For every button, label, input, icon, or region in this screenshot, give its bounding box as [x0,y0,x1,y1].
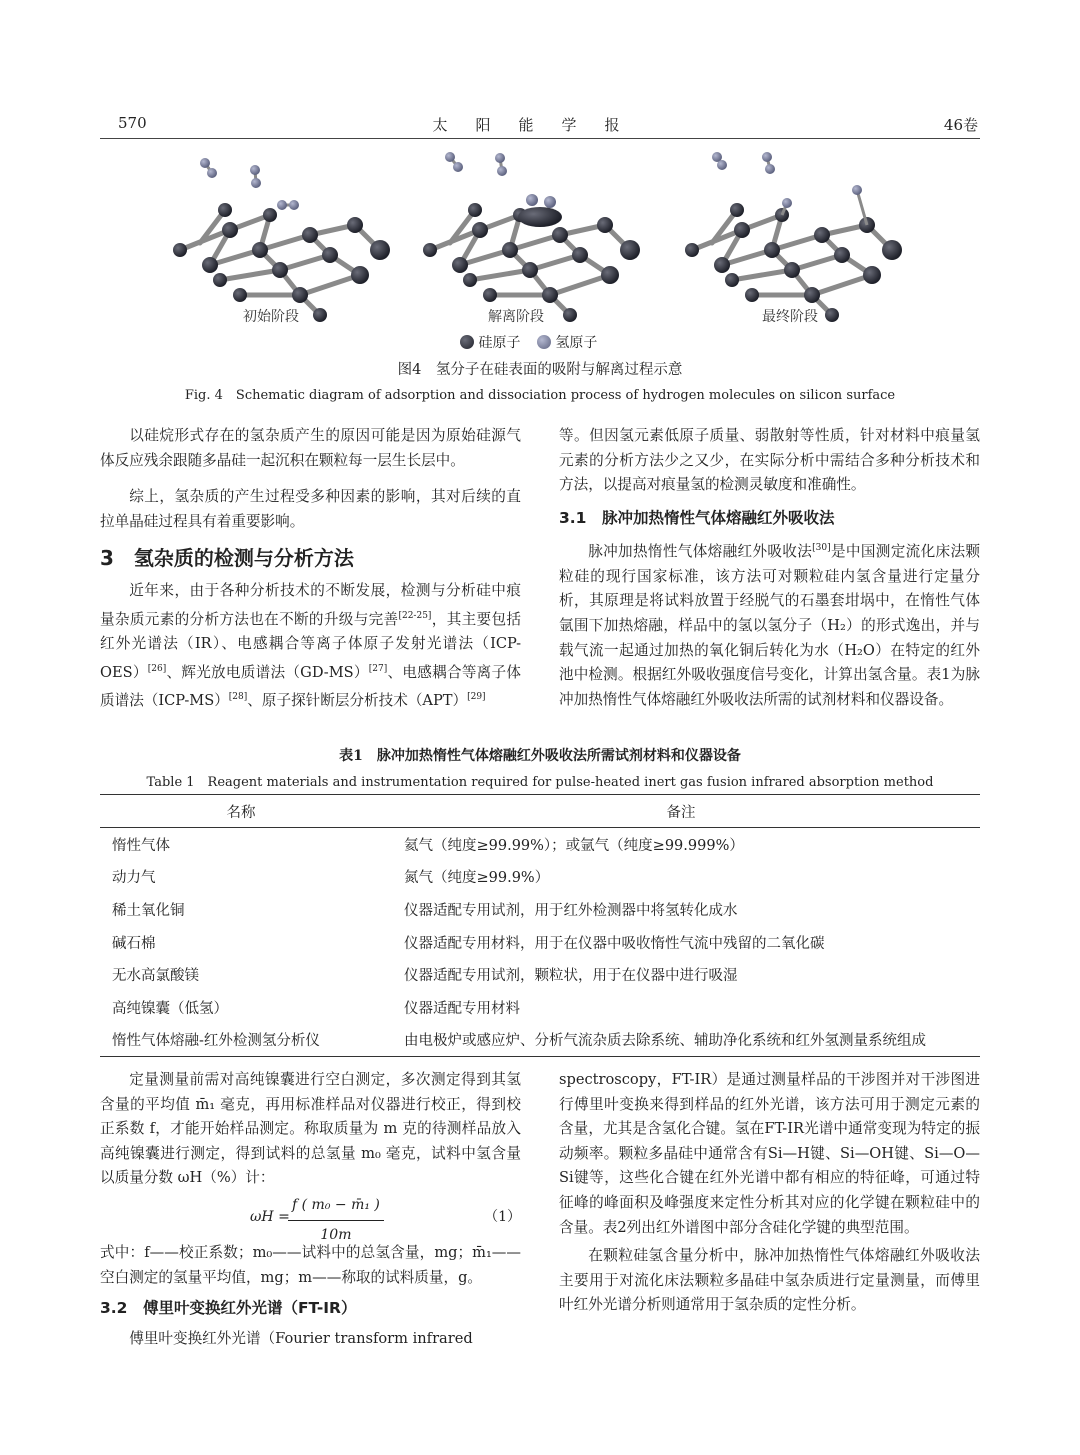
volume-label: 46卷 [943,116,978,134]
table-row [100,828,980,861]
column-header: 备注 [382,795,980,828]
equation-lhs: ωH = [250,1208,290,1225]
header-rule [100,138,980,139]
paragraph: 综上，氢杂质的产生过程受多种因素的影响，其对后续的直拉单晶硅过程具有着重要影响。 [100,488,521,530]
paragraph: 近年来，由于各种分析技术的不断发展，检测与分析硅中痕量杂质元素的分析方法也在不断的升级与完善[22-25]，其主要包括红外光谱法（IR）、电感耦合等离子体原子发射光谱法（ICP-OES）[26]、辉光放电质谱法（GD-MS）[27]、电感耦合等离子体质谱法（ICP-MS）[28]、原子探针断层分析技术（APT）[29] [100,581,521,709]
table-cell: 由电极炉或感应炉、分析气流杂质去除系统、辅助净化系统和红外氢测量系统组成 [382,1024,980,1057]
running-header [100,114,980,138]
stage-initial-graphic [173,158,390,322]
table-cell: 稀土氧化铜 [112,902,185,919]
table-1 [100,794,980,1057]
citation: [29] [467,692,486,703]
paragraph: 脉冲加热惰性气体熔融红外吸收法[30]是中国测定流化床法颗粒硅的现行国家标准，该方法可对颗粒硅内氢含量进行定量分析，其原理是将试料放置于经脱气的石墨套坩埚中，在惰性气体氩围下加热熔融，样品中的氢以氢分子（H₂）的形式逸出，并与载气流一起通过加热的氧化铜后转化为水（H₂O）在特定的红外池中检测。根据红外吸收强度信号变化，计算出氢含量。表1为脉冲加热惰性气体熔融红外吸收法所需的试剂材料和仪器设备。 [559,543,980,708]
table-row [100,893,980,926]
table-cell: 碱石棉 [112,935,156,952]
table-cell: 仪器适配专用试剂，颗粒状，用于在仪器中进行吸湿 [404,968,738,985]
table-caption-cn: 表1 脉冲加热惰性气体熔融红外吸收法所需试剂材料和仪器设备 [339,748,741,764]
paragraph: 定量测量前需对高纯镍囊进行空白测定，多次测定得到其氢含量的平均值 m̄₁ 毫克，再用标准样品对仪器进行校正，得到校正系数 f，才能开始样品测定。称取质量为 m 克的待测样品放入高纯镍囊进行测定，得到试料的总氢量 m₀ 毫克，试料中氢含量以质量分数 ωH（%）计： [100,1071,521,1187]
table-row [100,926,980,959]
figure-legend [460,332,597,352]
paragraph: 式中：f——校正系数；m₀——试料中的总氢含量，mg；m̄₁——空白测定的氢量平均值，mg；m——称取的试料质量，g。 [100,1243,521,1286]
right-column-bottom [559,1068,980,1318]
legend-hydrogen: 氢原子 [555,335,598,351]
stage-label-initial: 初始阶段 [243,309,299,325]
table-header-row [100,795,980,828]
table-cell: 氮气（纯度≥99.9%） [404,870,550,887]
table-cell: 仪器适配专用材料，用于在仪器中吸收惰性气流中残留的二氧化碳 [404,935,825,952]
paragraph: 以硅烷形式存在的氢杂质产生的原因可能是因为原始硅源气体反应残余跟随多晶硅一起沉积在颗粒每一层生长层中。 [100,427,521,469]
equation-numerator: f ( m₀ − m̄₁ ) [288,1193,384,1221]
stage-dissociation-graphic [423,152,640,322]
table-cell: 惰性气体熔融-红外检测氢分析仪 [100,1024,382,1057]
paragraph: 傅里叶变换红外光谱（Fourier transform infrared [129,1329,473,1347]
stage-label-final: 最终阶段 [762,309,818,325]
citation: [28] [228,692,248,703]
journal-title: 太阳能学报 [432,116,648,134]
figure-caption-cn: 图4 氢分子在硅表面的吸附与解离过程示意 [397,362,683,378]
equation-denominator: 10m [320,1226,352,1243]
citation: [26] [147,663,167,674]
table-row [100,861,980,894]
citation: [27] [368,663,388,674]
table-cell: 动力气 [112,870,156,887]
table-cell: 高纯镍囊（低氢） [112,1000,228,1017]
figure-caption-en: Fig. 4 Schematic diagram of adsorption and dissociation process of hydrogen molecules on silicon surface [184,388,896,403]
paragraph: 等。但因氢元素低原子质量、弱散射等性质，针对材料中痕量氢元素的分析方法少之又少，在实际分析中需结合多种分析技术和方法，以提高对痕量氢的检测灵敏度和准确性。 [559,427,980,494]
table-cell: 惰性气体 [112,837,170,854]
equation-fraction [288,1193,384,1247]
left-column-top [100,424,521,714]
right-column-top [559,424,980,712]
citation: [22-25] [398,610,432,621]
table-cell: 仪器适配专用材料 [404,1000,520,1017]
table-row [100,958,980,991]
table-cell: 氦气（纯度≥99.99%）；或氩气（纯度≥99.999%） [404,837,744,854]
equation-number: （1） [484,1208,521,1225]
table-caption-en: Table 1 Reagent materials and instrumentation required for pulse-heated inert gas fusion infrared absorption method [146,775,934,790]
hydrogen-atom-icon [537,335,551,349]
column-header: 名称 [100,795,382,828]
legend-silicon: 硅原子 [478,335,521,351]
citation: [30] [812,543,831,554]
stage-label-dissociation: 解离阶段 [488,309,544,325]
silicon-atom-icon [460,335,474,349]
page-number: 570 [118,114,147,132]
subsection-heading-3-1: 3.1 脉冲加热惰性气体熔融红外吸收法 [559,508,835,527]
equation-1 [100,1193,521,1243]
left-column-bottom [100,1068,521,1351]
table-cell: 无水高氯酸镁 [112,968,199,985]
stage-final-graphic [685,152,902,322]
table-row [100,991,980,1024]
table-row [100,1024,980,1057]
paragraph: spectroscopy，FT-IR）是通过测量样品的干涉图并对干涉图进行傅里叶变换来得到样品的红外光谱，该方法可用于测定元素的含量，尤其是含氢化合键。氢在FT-IR光谱中通常变现为特定的振动频率。颗粒多晶硅中通常含有Si—H键、Si—OH键、Si—O—Si键等，这些化合键在红外光谱中都有相应的特征峰，可通过特征峰的峰面积及峰强度来定性分析其对应的化学键在颗粒硅中的含量。表2列出红外谱图中部分含硅化学键的典型范围。 [559,1071,980,1236]
subsection-heading-3-2: 3.2 傅里叶变换红外光谱（FT-IR） [100,1299,357,1318]
paragraph: 在颗粒硅氢含量分析中，脉冲加热惰性气体熔融红外吸收法主要用于对流化床法颗粒多晶硅中氢杂质进行定量测量，而傅里叶红外光谱分析则通常用于氢杂质的定性分析。 [559,1247,980,1314]
table-cell: 仪器适配专用试剂，用于红外检测器中将氢转化成水 [404,902,738,919]
section-heading-3: 3 氢杂质的检测与分析方法 [100,546,354,571]
